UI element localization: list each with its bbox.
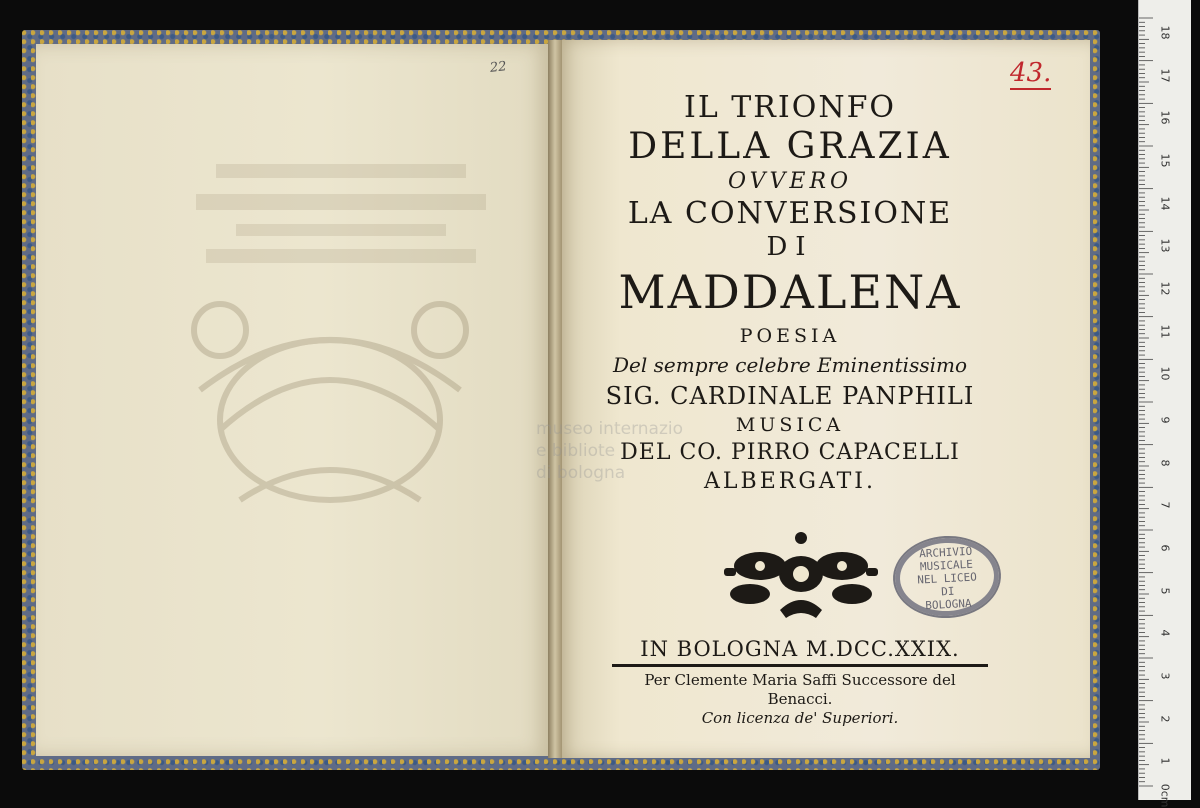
watermark: museo internazio e bibliote di bologna [536, 419, 684, 483]
imprint-rule [612, 664, 988, 667]
shelfmark-number: 43. [1010, 58, 1052, 88]
ruler-label: 4 [1158, 629, 1172, 637]
bleed-through-ornament [160, 270, 500, 540]
composer-line: ALBERGATI. [704, 469, 876, 494]
library-stamp: ARCHIVIO MUSICALE NEL LICEO DI BOLOGNA [891, 533, 1003, 621]
composer-line: DEL CO. PIRRO CAPACELLI [620, 440, 960, 465]
ruler-label: 7 [1158, 501, 1172, 509]
ruler-label: 6 [1158, 544, 1172, 552]
ruler-label: 3 [1158, 672, 1172, 680]
licence-line: Con licenza de' Superiori. [701, 709, 899, 727]
ruler-label: 11 [1158, 324, 1172, 339]
ruler-label: 16 [1158, 110, 1172, 125]
ruler-label: 0cm [1158, 783, 1172, 808]
ruler-label: 9 [1158, 416, 1172, 424]
book-gutter [548, 40, 562, 758]
ruler-label: 15 [1158, 153, 1172, 168]
measurement-ruler [1138, 0, 1191, 808]
author-epithet: Del sempre celebre Eminentissimo [613, 353, 967, 377]
printer-line: Per Clemente Maria Saffi Successore del Benacci. [644, 671, 956, 708]
title-block [580, 90, 1000, 496]
left-page-note: 22 [489, 59, 508, 76]
ruler-label: 8 [1158, 459, 1172, 467]
title-line: IL TRIONFO [683, 90, 896, 125]
bleed-through-text [176, 154, 506, 274]
imprint-place-date: IN BOLOGNA M.DCC.XXIX. [640, 637, 960, 661]
author-name: SIG. CARDINALE PANPHILI [605, 382, 975, 410]
music-line: MUSICA [735, 414, 845, 436]
ruler-label: 13 [1158, 238, 1172, 253]
ruler-labels [1139, 0, 1191, 808]
ruler-label: 18 [1158, 25, 1172, 40]
ruler-label: 10 [1158, 366, 1172, 381]
ruler-label: 1 [1158, 757, 1172, 765]
ruler-label: 12 [1158, 281, 1172, 296]
title-line: OVVERO [727, 169, 853, 194]
ruler-label: 5 [1158, 587, 1172, 595]
title-line: LA CONVERSIONE [627, 196, 953, 231]
genre-line: POESIA [739, 325, 841, 347]
printer-ornament [720, 530, 882, 622]
title-line: DELLA GRAZIA [628, 126, 952, 167]
ruler-label: 14 [1158, 196, 1172, 211]
ruler-label: 17 [1158, 68, 1172, 83]
ruler-label: 2 [1158, 715, 1172, 723]
imprint [612, 636, 988, 728]
title-line: DI [766, 232, 814, 262]
title-main: MADDALENA [618, 265, 962, 319]
